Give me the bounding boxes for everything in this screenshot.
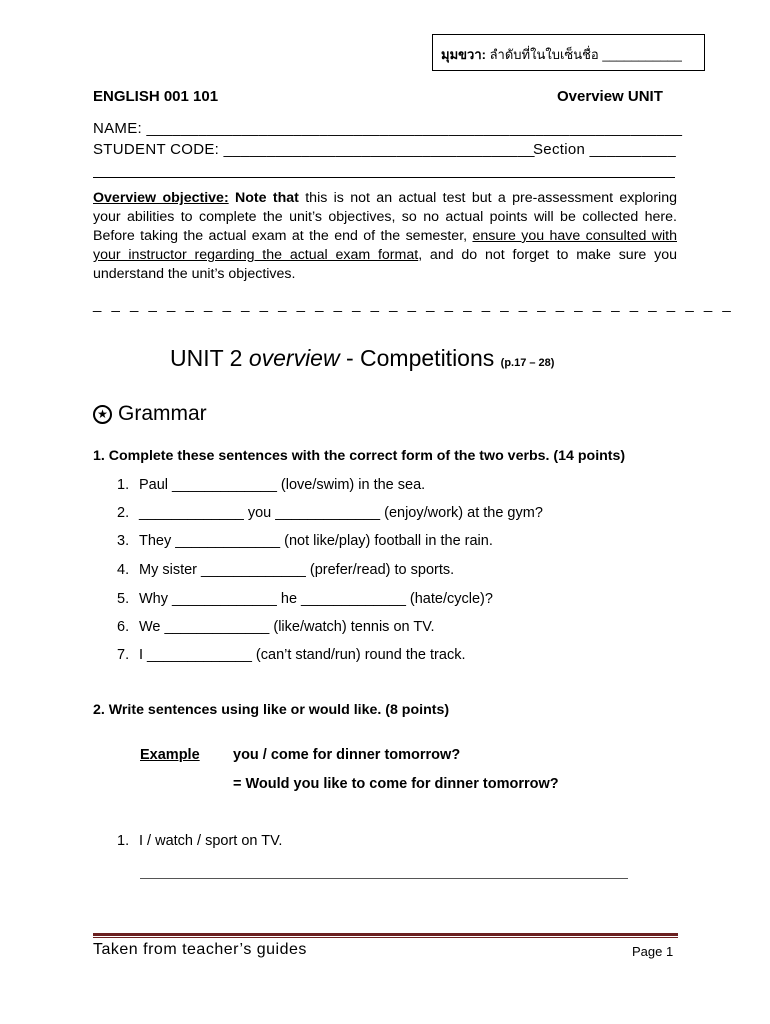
page-title (170, 345, 554, 372)
section-field[interactable]: Section __________ (533, 141, 677, 158)
answer-line[interactable] (140, 878, 628, 879)
item-text: Paul _____________ (love/swim) in the sea. (139, 477, 426, 493)
item-number: 6. (117, 619, 130, 635)
item-text: I / watch / sport on TV. (139, 833, 283, 849)
objective-text-2: , and do not forget to make sure you understand the unit’s objectives. (93, 247, 677, 282)
objective-text-1: this is not an actual test but a pre-assessment exploring your abilities to complete the unit’s objectives, so no actual points will be collected here. Before taking the actual exam at the end of the semester, (93, 190, 677, 244)
title-unit: UNIT 2 (170, 345, 249, 371)
corner-text: ลำดับที่ในใบเซ็นชื่อ ___________ (489, 47, 682, 62)
page-number: Page 1 (632, 944, 674, 959)
title-overview: overview (248, 345, 340, 371)
footer-divider-thin (93, 937, 678, 938)
item-number: 1. (117, 833, 130, 849)
list-item[interactable] (117, 533, 493, 549)
list-item[interactable] (117, 833, 282, 849)
title-rest: - Competitions (339, 345, 501, 371)
list-item[interactable] (117, 591, 493, 607)
item-number: 1. (117, 477, 130, 493)
section-heading (93, 402, 207, 426)
objective-label: Overview objective: (93, 190, 229, 206)
star-icon: ★ (93, 405, 112, 424)
question-2-heading: 2. Write sentences using like or would like. (8 points) (93, 702, 450, 718)
example-answer: = Would you like to come for dinner tomorrow? (233, 776, 559, 792)
dashed-divider: _ _ _ _ _ _ _ _ _ _ _ _ _ _ _ _ _ _ _ _ _ _ _ _ _ _ _ _ _ _ _ _ _ _ _ (93, 296, 734, 313)
objective-note: Note that (235, 190, 299, 206)
item-text: I _____________ (can’t stand/run) round the track. (139, 647, 466, 663)
objective-underlined: ensure you have consulted with your instructor regarding the actual exam format (93, 228, 677, 263)
list-item[interactable] (117, 477, 425, 493)
corner-label: มุมขวา: (441, 47, 486, 62)
item-number: 4. (117, 562, 130, 578)
course-code: ENGLISH 001 101 (93, 88, 219, 105)
name-field[interactable]: NAME: ______________________________________________________________ (93, 120, 683, 137)
title-pages: (p.17 – 28) (500, 357, 555, 369)
unit-header: Overview UNIT (557, 88, 663, 105)
item-number: 7. (117, 647, 130, 663)
item-text: We _____________ (like/watch) tennis on TV. (139, 619, 435, 635)
seat-number-box (432, 34, 705, 71)
list-item[interactable] (117, 619, 435, 635)
list-item[interactable] (117, 505, 543, 521)
student-code-field[interactable]: STUDENT CODE: ____________________________________ (93, 141, 535, 158)
example-prompt: you / come for dinner tomorrow? (233, 747, 461, 763)
item-number: 5. (117, 591, 130, 607)
item-text: My sister _____________ (prefer/read) to sports. (139, 562, 455, 578)
section-title: Grammar (118, 402, 207, 425)
item-text: They _____________ (not like/play) football in the rain. (139, 533, 493, 549)
footer-source: Taken from teacher’s guides (93, 941, 307, 958)
header-divider (93, 177, 675, 178)
example-label: Example (140, 747, 200, 763)
item-text: _____________ you _____________ (enjoy/work) at the gym? (139, 505, 543, 521)
list-item[interactable] (117, 647, 465, 663)
item-number: 3. (117, 533, 130, 549)
footer-divider (93, 933, 678, 936)
list-item[interactable] (117, 562, 454, 578)
item-number: 2. (117, 505, 130, 521)
item-text: Why _____________ he _____________ (hate/cycle)? (139, 591, 493, 607)
objective-paragraph (93, 189, 677, 284)
question-1-heading: 1. Complete these sentences with the correct form of the two verbs. (14 points) (93, 448, 626, 464)
